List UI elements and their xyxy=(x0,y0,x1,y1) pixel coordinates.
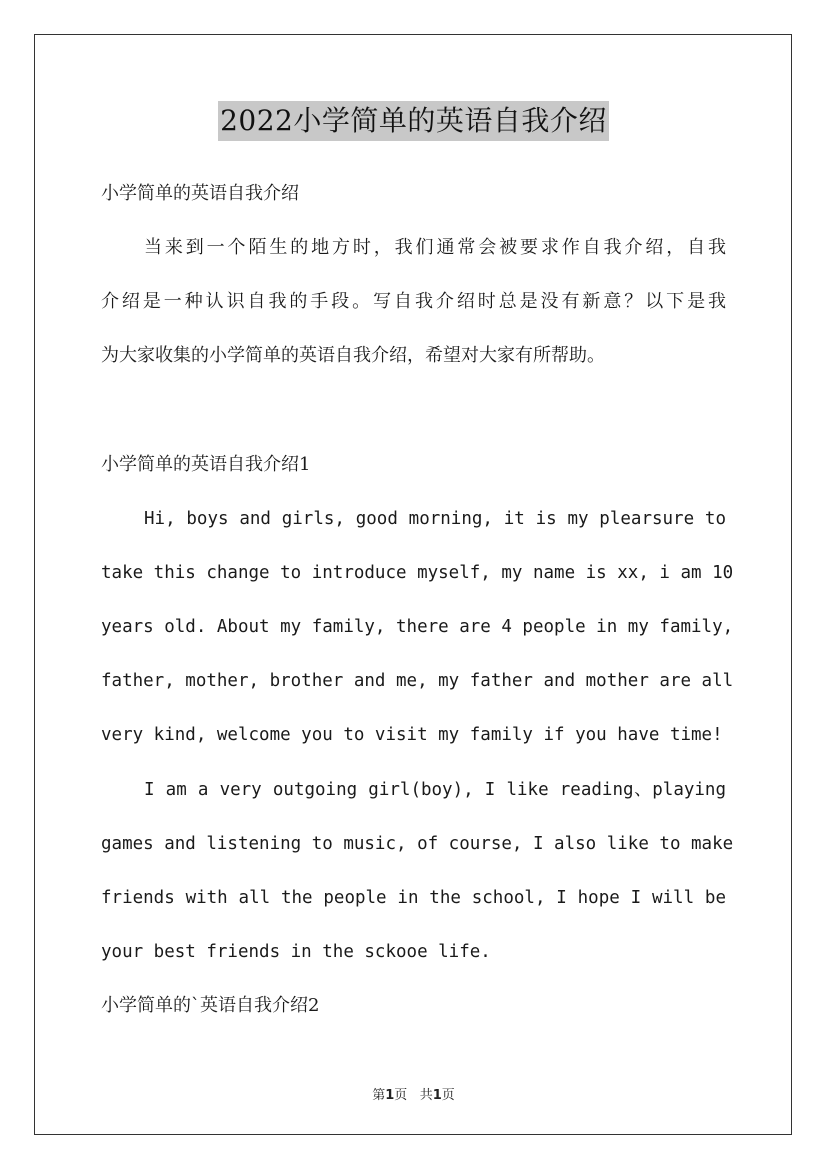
document-title: 2022小学简单的英语自我介绍 xyxy=(218,101,609,141)
section1-heading: 小学简单的英语自我介绍1 xyxy=(101,454,311,475)
s1p2-line-4: your best friends in the sckooe life. xyxy=(101,942,491,962)
title-container xyxy=(0,101,827,141)
footer-page-suffix: 页 xyxy=(394,1088,408,1103)
footer-total-prefix: 共 xyxy=(419,1088,433,1103)
footer-total-number: 1 xyxy=(432,1088,442,1103)
s1p1-line-2: take this change to introduce myself, my name is xx, i am 10 xyxy=(101,563,734,583)
intro-line-2: 介绍是一种认识自我的手段。写自我介绍时总是没有新意？以下是我 xyxy=(101,291,726,312)
s1p1-line-3: years old. About my family, there are 4 people in my family, xyxy=(101,617,734,637)
s1p1-line-1: Hi, boys and girls, good morning, it is my plearsure to xyxy=(144,509,726,529)
footer-page-number: 1 xyxy=(385,1088,395,1103)
footer-total-suffix: 页 xyxy=(441,1088,455,1103)
page-footer xyxy=(0,1084,827,1103)
footer-page-prefix: 第 xyxy=(372,1088,386,1103)
intro-line-3: 为大家收集的小学简单的英语自我介绍，希望对大家有所帮助。 xyxy=(101,345,605,366)
s1p1-line-4: father, mother, brother and me, my father and mother are all xyxy=(101,671,734,691)
s1p2-line-1: I am a very outgoing girl(boy), I like reading、playing xyxy=(144,780,726,800)
s1p2-line-3: friends with all the people in the school, I hope I will be xyxy=(101,888,726,908)
s1p2-line-2: games and listening to music, of course, I also like to make xyxy=(101,834,734,854)
intro-line-1: 当来到一个陌生的地方时，我们通常会被要求作自我介绍，自我 xyxy=(144,237,726,258)
section2-heading: 小学简单的`英语自我介绍2 xyxy=(101,995,320,1016)
s1p1-line-5: very kind, welcome you to visit my family if you have time! xyxy=(101,725,723,745)
subheading-main: 小学简单的英语自我介绍 xyxy=(101,183,299,204)
